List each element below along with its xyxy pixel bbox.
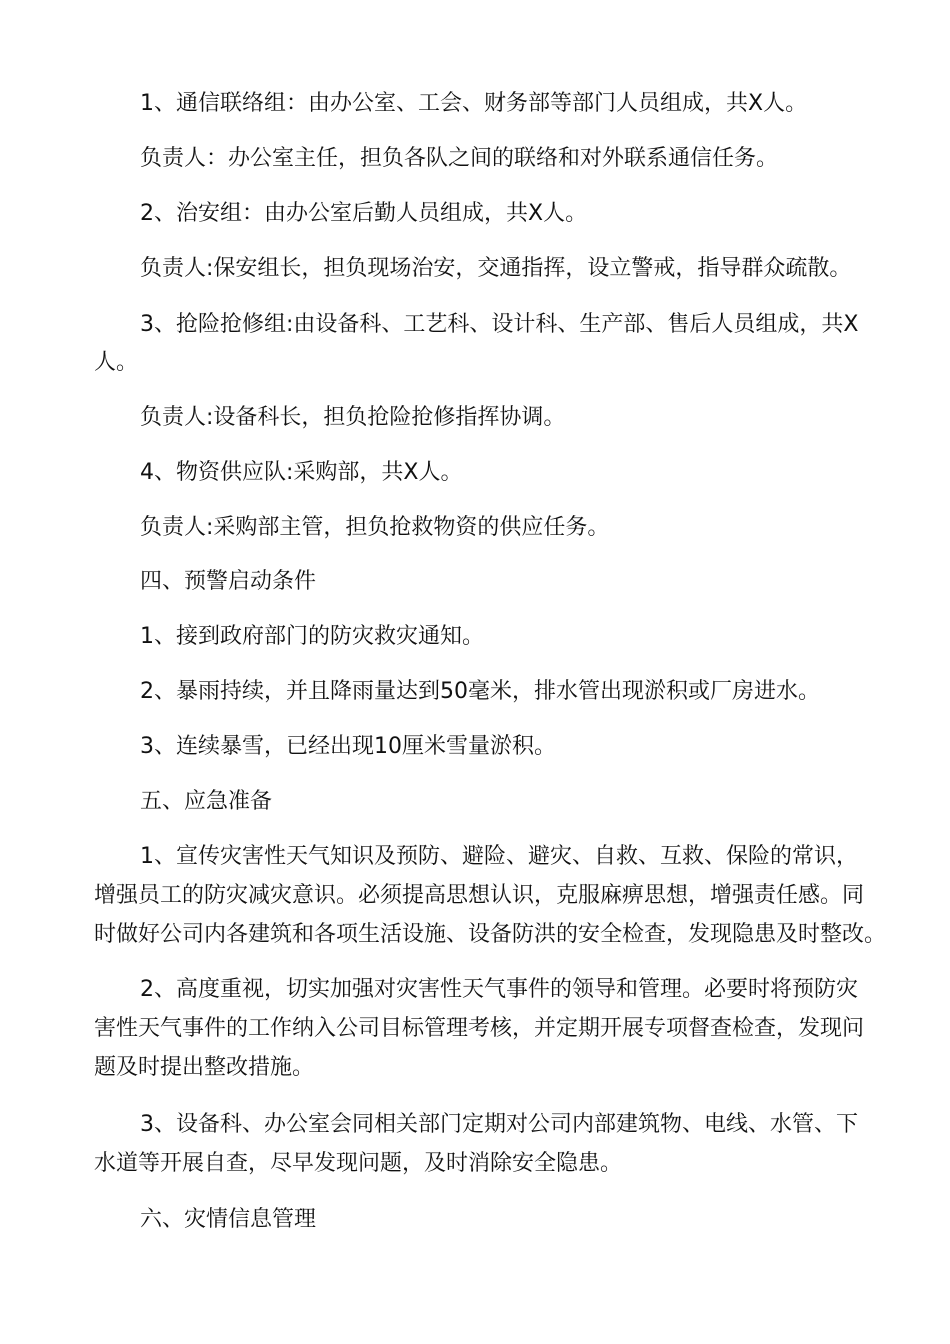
text-line: 负责人：办公室主任，担负各队之间的联络和对外联系通信任务。 <box>140 146 779 171</box>
text-line: 1、宣传灾害性天气知识及预防、避险、避灾、自救、互救、保险的常识， <box>140 844 858 869</box>
text-line: 2、高度重视，切实加强对灾害性天气事件的领导和管理。必要时将预防灾 <box>140 977 858 1002</box>
text-line: 3、连续暴雪，已经出现10厘米雪量淤积。 <box>140 734 556 759</box>
text-line: 3、抢险抢修组:由设备科、工艺科、设计科、生产部、售后人员组成，共X <box>140 312 859 337</box>
text-line: 3、设备科、办公室会同相关部门定期对公司内部建筑物、电线、水管、下 <box>140 1112 858 1137</box>
section-heading: 四、预警启动条件 <box>140 569 317 594</box>
text-line: 水道等开展自查，尽早发现问题，及时消除安全隐患。 <box>94 1151 623 1176</box>
text-line: 4、物资供应队:采购部，共X人。 <box>140 460 463 485</box>
text-line: 人。 <box>94 350 139 375</box>
section-heading: 五、应急准备 <box>140 789 273 814</box>
text-line: 题及时提出整改措施。 <box>94 1055 315 1080</box>
section-heading: 六、灾情信息管理 <box>140 1207 317 1232</box>
text-line: 负责人:保安组长，担负现场治安，交通指挥，设立警戒，指导群众疏散。 <box>140 256 852 281</box>
text-line: 2、暴雨持续，并且降雨量达到50毫米，排水管出现淤积或厂房进水。 <box>140 679 820 704</box>
text-line: 增强员工的防灾减灾意识。必须提高思想认识，克服麻痹思想，增强责任感。同 <box>94 883 865 908</box>
text-line: 负责人:采购部主管，担负抢救物资的供应任务。 <box>140 515 610 540</box>
text-line: 害性天气事件的工作纳入公司目标管理考核，并定期开展专项督查检查，发现问 <box>94 1016 865 1041</box>
text-line: 负责人:设备科长，担负抢险抢修指挥协调。 <box>140 405 566 430</box>
text-line: 1、通信联络组：由办公室、工会、财务部等部门人员组成，共X人。 <box>140 91 808 116</box>
text-line: 1、接到政府部门的防灾救灾通知。 <box>140 624 484 649</box>
text-line: 时做好公司内各建筑和各项生活设施、设备防洪的安全检查，发现隐患及时整改。 <box>94 922 887 947</box>
text-line: 2、治安组：由办公室后勤人员组成，共X人。 <box>140 201 588 226</box>
